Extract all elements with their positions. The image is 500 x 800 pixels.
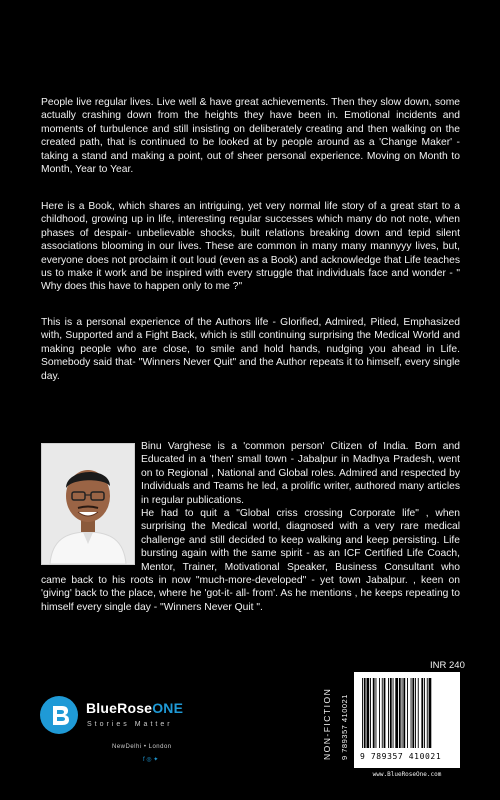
publisher-website: www.BlueRoseOne.com <box>372 771 442 778</box>
isbn-vertical-label: 9 789357 410021 <box>340 694 349 760</box>
isbn-digits: 9 789357 410021 <box>360 752 442 761</box>
barcode-bar <box>415 678 416 748</box>
barcode-bar <box>424 678 425 748</box>
barcode-bar <box>370 678 371 748</box>
barcode-bar <box>418 678 419 748</box>
author-section <box>41 440 460 614</box>
publisher-name-part2: ONE <box>152 700 184 716</box>
publisher-logo-icon <box>40 696 78 734</box>
publisher-name-part1: BlueRose <box>86 700 153 716</box>
barcode-bar <box>393 678 394 748</box>
publisher-name <box>86 700 183 716</box>
barcode-bar <box>421 678 423 748</box>
barcode-bar <box>402 678 403 748</box>
author-bio-paragraph-2: He had to quit a "Global criss crossing Corporate life" , when surprising the Medical world, diagnosed with a very rare medical challenge and still decided to keep walking and keep persisting. Life bursting again with the same spirit - as an ICF Certified Life Coach, Mentor, Trainer, Motivational Speaker, Business Consultant who came back to his roots in now "much-more-developed" - yet town Jabalpur. , keen on 'giving' back to the place, where he 'got-it- all- from'. As he mentions , he keeps repeating to himself every single day - "Winners Never Quit ". <box>41 508 460 613</box>
genre-label: NON-FICTION <box>322 687 332 760</box>
barcode-bar <box>384 678 386 748</box>
publisher-cities: NewDelhi • London <box>112 744 172 750</box>
barcode-bar <box>373 678 375 748</box>
price-label: INR 240 <box>430 660 465 671</box>
barcode-bar <box>376 678 377 748</box>
barcode-bar <box>379 678 380 748</box>
barcode-bar <box>429 678 432 748</box>
author-photo <box>41 443 135 565</box>
barcode-bar <box>395 678 398 748</box>
barcode-bar <box>362 678 363 748</box>
publisher-social-icons: f ◎ ✦ <box>143 757 159 763</box>
barcode-bar <box>407 678 408 748</box>
barcode-bar <box>403 678 405 748</box>
barcode-bar <box>388 678 389 748</box>
author-bio-paragraph-1: Binu Varghese is a 'common person' Citizen of India. Born and Educated in a 'then' small town - Jabalpur in Madhya Pradesh, went on to Regional , National and Global roles. Admired and respected by Individuals and Teams he led, a prolific writer, authored many articles in regular publications. <box>141 441 460 506</box>
publisher-logo <box>40 694 190 763</box>
barcode-bar <box>382 678 383 748</box>
barcode-bar <box>364 678 366 748</box>
blurb-paragraph-3: This is a personal experience of the Authors life - Glorified, Admired, Pitied, Emphasized with, Supported and a Fight Back, which is still continuing surprising the Medical World and making people who are close, to smile and hold hands, nudging you ahead in Life. Somebody said that- "Winners Never Quit" and the Author repeats it to himself, every single day. <box>41 317 460 382</box>
barcode-bar <box>367 678 370 748</box>
barcode-bar <box>427 678 428 748</box>
publisher-tagline: Stories Matter <box>87 721 173 728</box>
barcode-bar <box>399 678 401 748</box>
barcode-bar <box>411 678 412 748</box>
barcode-bar <box>390 678 392 748</box>
blurb-paragraph-1: People live regular lives. Live well & have great achievements. Then they slow down, some actually crashing down from the heights they have been in. Emotional incidents and moments of turbulence and still insisting on deliberately creating and then walking on the created path, that is continued to be looked at by people around as a 'Change Maker' - taking a stand and making a point, out of sheer personal experience. Moving on Month to Month, Year to Year. <box>41 97 460 176</box>
barcode-bar <box>412 678 414 748</box>
blurb-paragraph-2: Here is a Book, which shares an intriguing, yet very normal life story of a great start to a childhood, growing up in life, interesting regular successes which many do not note, when phases of despair- unbelievable shocks, built relations breaking down and tepid silent associations blooming in our lives. These are common in many many mannyyy lives, but, everyone does not proclaim it out loud (even as a Book) and acknowledge that Life teaches us to make it work and be inspired with every struggle that individuals face and wonder - " Why does this have to happen only to me ?" <box>41 201 460 293</box>
isbn-barcode <box>354 672 460 768</box>
